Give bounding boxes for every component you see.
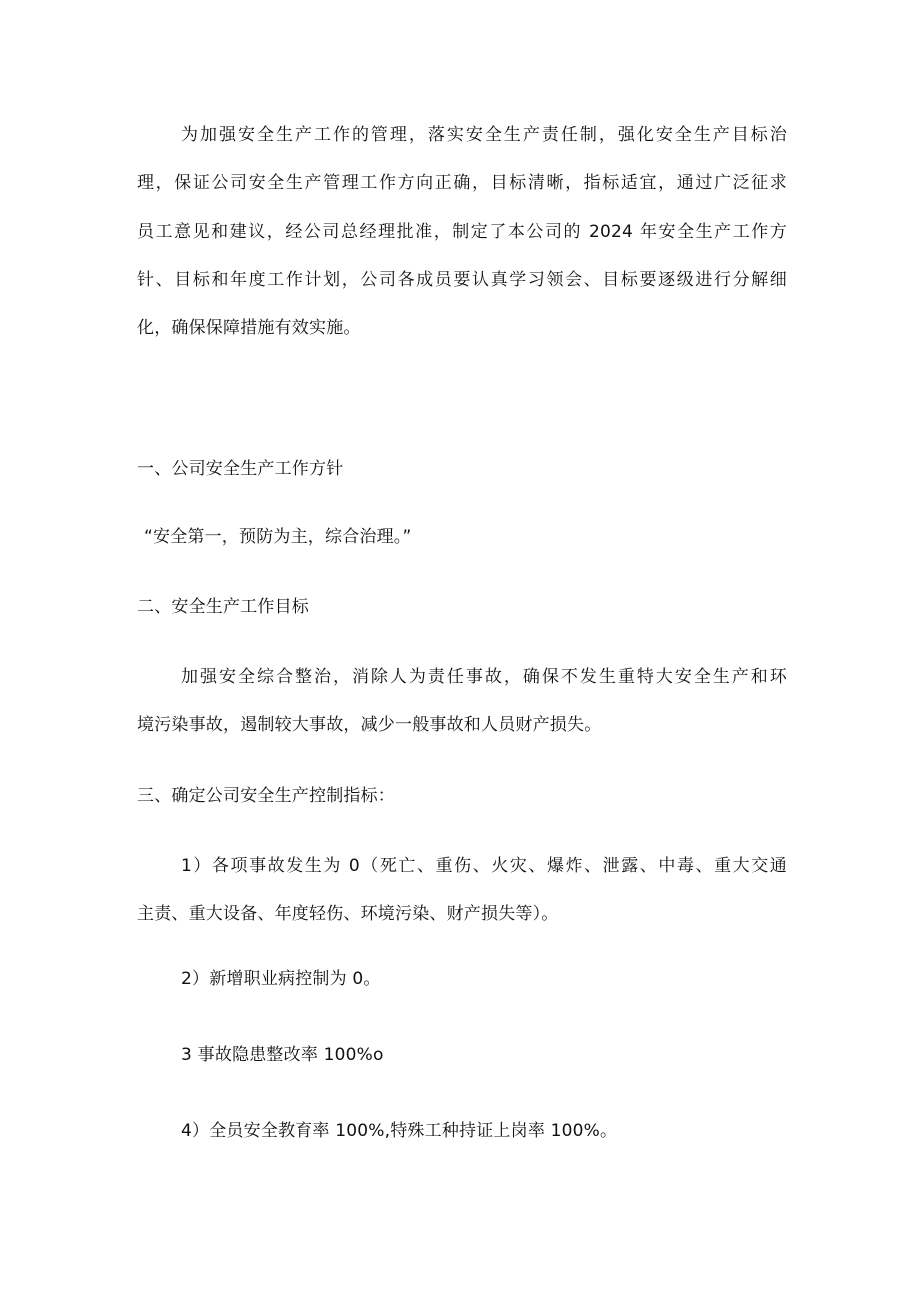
indicator-4: 4）全员安全教育率 100%,特殊工种持证上岗率 100%。 [181, 1121, 618, 1141]
section-2-heading: 二、安全生产工作目标 [137, 597, 309, 617]
intro-paragraph-line-3: 员工意见和建议，经公司总经理批准，制定了本公司的 2024 年安全生产工作方 [137, 222, 787, 242]
section-2-body-line-1: 加强安全综合整治，消除人为责任事故，确保不发生重特大安全生产和环 [181, 667, 787, 687]
section-1-heading: 一、公司安全生产工作方针 [137, 459, 344, 479]
indicator-2: 2）新增职业病控制为 0。 [181, 969, 381, 989]
intro-paragraph-line-4: 针、目标和年度工作计划，公司各成员要认真学习领会、目标要逐级进行分解细 [137, 270, 787, 290]
section-3-heading: 三、确定公司安全生产控制指标： [137, 786, 395, 806]
intro-paragraph-line-1: 为加强安全生产工作的管理，落实安全生产责任制，强化安全生产目标治 [181, 125, 787, 145]
intro-paragraph-line-2: 理，保证公司安全生产管理工作方向正确，目标清晰，指标适宜，通过广泛征求 [137, 173, 787, 193]
indicator-1-line-2: 主责、重大设备、年度轻伤、环境污染、财产损失等）。 [137, 904, 559, 924]
section-2-body-line-2: 境污染事故，遏制较大事故，减少一般事故和人员财产损失。 [137, 715, 602, 735]
indicator-1-line-1: 1）各项事故发生为 0（死亡、重伤、火灾、爆炸、泄露、中毒、重大交通 [181, 856, 787, 876]
intro-paragraph-line-5: 化，确保保障措施有效实施。 [137, 318, 361, 338]
indicator-3: 3 事故隐患整改率 100%o [181, 1045, 384, 1065]
safety-motto: “安全第一，预防为主，综合治理。” [144, 527, 412, 547]
